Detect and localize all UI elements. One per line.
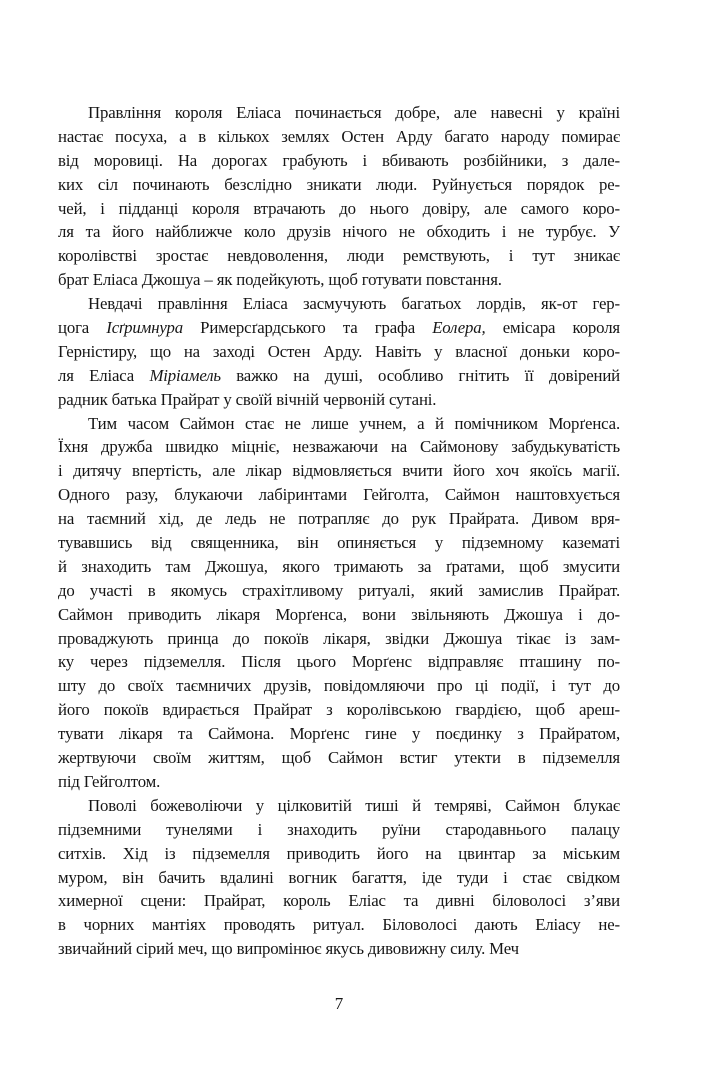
text-segment: королівстві зростає невдоволення, люди ремствують, і тут зникає bbox=[58, 246, 620, 266]
text-line bbox=[58, 388, 620, 412]
text-segment: й знаходить там Джошуа, якого тримають за ґратами, щоб змусити bbox=[58, 556, 620, 576]
text-line bbox=[58, 531, 620, 555]
text-line bbox=[58, 149, 620, 173]
text-line bbox=[58, 627, 620, 651]
text-line bbox=[58, 913, 620, 937]
text-segment: ких сіл починають безслідно зникати люди. Руйнується порядок ре- bbox=[58, 174, 620, 194]
text-segment: ля Еліаса bbox=[58, 365, 150, 385]
text-line bbox=[58, 842, 620, 866]
text-line bbox=[58, 579, 620, 603]
text-segment: і дитячу впертість, але лікар відмовляється вчити його хоч якоїсь магії. bbox=[58, 461, 620, 481]
text-segment: Тим часом Саймон стає не лише учнем, а й помічником Морґенса. bbox=[88, 413, 620, 433]
paragraph bbox=[58, 794, 620, 961]
text-line bbox=[58, 603, 620, 627]
text-line bbox=[58, 244, 620, 268]
text-segment: Невдачі правління Еліаса засмучують багатьох лордів, як-от гер- bbox=[88, 294, 620, 314]
text-segment: ля та його найближче коло друзів нічого не обходить і не турбує. У bbox=[58, 222, 620, 242]
text-line bbox=[58, 173, 620, 197]
italic-text: Міріамель bbox=[149, 365, 221, 385]
text-segment: тувавшись від священника, він опиняється у підземному казематі bbox=[58, 533, 620, 553]
text-line bbox=[58, 507, 620, 531]
text-segment: на таємний хід, де ледь не потрапляє до рук Прайрата. Дивом вря- bbox=[58, 509, 620, 529]
text-line bbox=[58, 340, 620, 364]
text-line bbox=[58, 866, 620, 890]
text-segment: підземними тунелями і знаходить руїни стародавнього палацу bbox=[58, 819, 620, 839]
text-segment: муром, він бачить вдалині вогник багаття, іде туди і стає свідком bbox=[58, 867, 620, 887]
text-line bbox=[58, 555, 620, 579]
text-segment: чей, і підданці короля втрачають до нього довіру, але самого коро- bbox=[58, 198, 620, 218]
text-line bbox=[58, 937, 620, 961]
text-segment: емісара короля bbox=[485, 318, 620, 338]
text-line bbox=[58, 889, 620, 913]
text-segment: брат Еліаса Джошуа – як подейкують, щоб готувати повстання. bbox=[58, 270, 502, 290]
text-segment: Саймон приводить лікаря Морґенса, вони звільняють Джошуа і до- bbox=[58, 604, 620, 624]
text-segment: ситхів. Хід із підземелля приводить його на цвинтар за міським bbox=[58, 843, 620, 863]
text-line bbox=[58, 125, 620, 149]
text-line bbox=[58, 794, 620, 818]
text-segment: проваджують принца до покоїв лікаря, звідки Джошуа тікає із зам- bbox=[58, 628, 620, 648]
italic-text: Ісґримнура bbox=[106, 318, 183, 338]
text-segment: від моровиці. На дорогах грабують і вбивають розбійники, з дале- bbox=[58, 150, 620, 170]
text-line bbox=[58, 818, 620, 842]
text-segment: важко на душі, особливо гнітить її довірений bbox=[220, 365, 620, 385]
text-segment: Поволі божеволіючи у цілковитій тиші й темряві, Саймон блукає bbox=[88, 795, 620, 815]
page-number: 7 bbox=[334, 994, 344, 1013]
text-line bbox=[58, 770, 620, 794]
page-text bbox=[58, 101, 620, 961]
paragraph bbox=[58, 412, 620, 794]
text-segment: звичайний сірий меч, що випромінює якусь дивовижну силу. Меч bbox=[58, 939, 519, 959]
text-line bbox=[58, 698, 620, 722]
text-line bbox=[58, 220, 620, 244]
text-segment: химерної сцени: Прайрат, король Еліас та дивні біловолосі з’яви bbox=[58, 891, 620, 911]
text-line bbox=[58, 316, 620, 340]
text-segment: жертвуючи своїм життям, щоб Саймон встиг утекти в підземелля bbox=[58, 748, 620, 768]
text-line bbox=[58, 459, 620, 483]
text-segment: Герністиру, що на заході Остен Арду. Навіть у власної доньки коро- bbox=[58, 341, 620, 361]
text-segment: настає посуха, а в кількох землях Остен Арду багато народу помирає bbox=[58, 126, 620, 146]
italic-text: Еолера, bbox=[432, 318, 486, 338]
text-segment: Римерсґардського та графа bbox=[182, 318, 433, 338]
text-line bbox=[58, 746, 620, 770]
text-line bbox=[58, 650, 620, 674]
text-line bbox=[58, 268, 620, 292]
text-line bbox=[58, 197, 620, 221]
text-segment: радник батька Прайрат у своїй вічній червоній сутані. bbox=[58, 389, 437, 409]
text-line bbox=[58, 722, 620, 746]
text-segment: під Гейголтом. bbox=[58, 771, 161, 791]
text-segment: тувати лікаря та Саймона. Морґенс гине у поєдинку з Прайратом, bbox=[58, 724, 620, 744]
text-segment: його покоїв вдирається Прайрат з королівською гвардією, щоб ареш- bbox=[58, 700, 620, 720]
text-line bbox=[58, 412, 620, 436]
text-segment: шту до своїх таємничих друзів, повідомляючи про ці події, і тут до bbox=[58, 676, 620, 696]
text-segment: ку через підземелля. Після цього Морґенс відправляє пташину по- bbox=[58, 652, 620, 672]
text-segment: Одного разу, блукаючи лабіринтами Гейголта, Саймон наштовхується bbox=[58, 485, 620, 505]
text-line bbox=[58, 101, 620, 125]
paragraph bbox=[58, 292, 620, 411]
text-line bbox=[58, 364, 620, 388]
text-line bbox=[58, 292, 620, 316]
paragraph bbox=[58, 101, 620, 292]
text-segment: Їхня дружба швидко міцніє, незважаючи на Саймонову забудькуватість bbox=[58, 437, 620, 457]
text-segment: цога bbox=[58, 318, 107, 338]
text-segment: в чорних мантіях проводять ритуал. Біловолосі дають Еліасу не- bbox=[58, 915, 620, 935]
text-line bbox=[58, 483, 620, 507]
text-line bbox=[58, 674, 620, 698]
text-segment: до участі в якомусь страхітливому ритуалі, який замислив Прайрат. bbox=[58, 580, 620, 600]
text-segment: Правління короля Еліаса починається добре, але навесні у країні bbox=[88, 103, 620, 122]
text-line bbox=[58, 435, 620, 459]
